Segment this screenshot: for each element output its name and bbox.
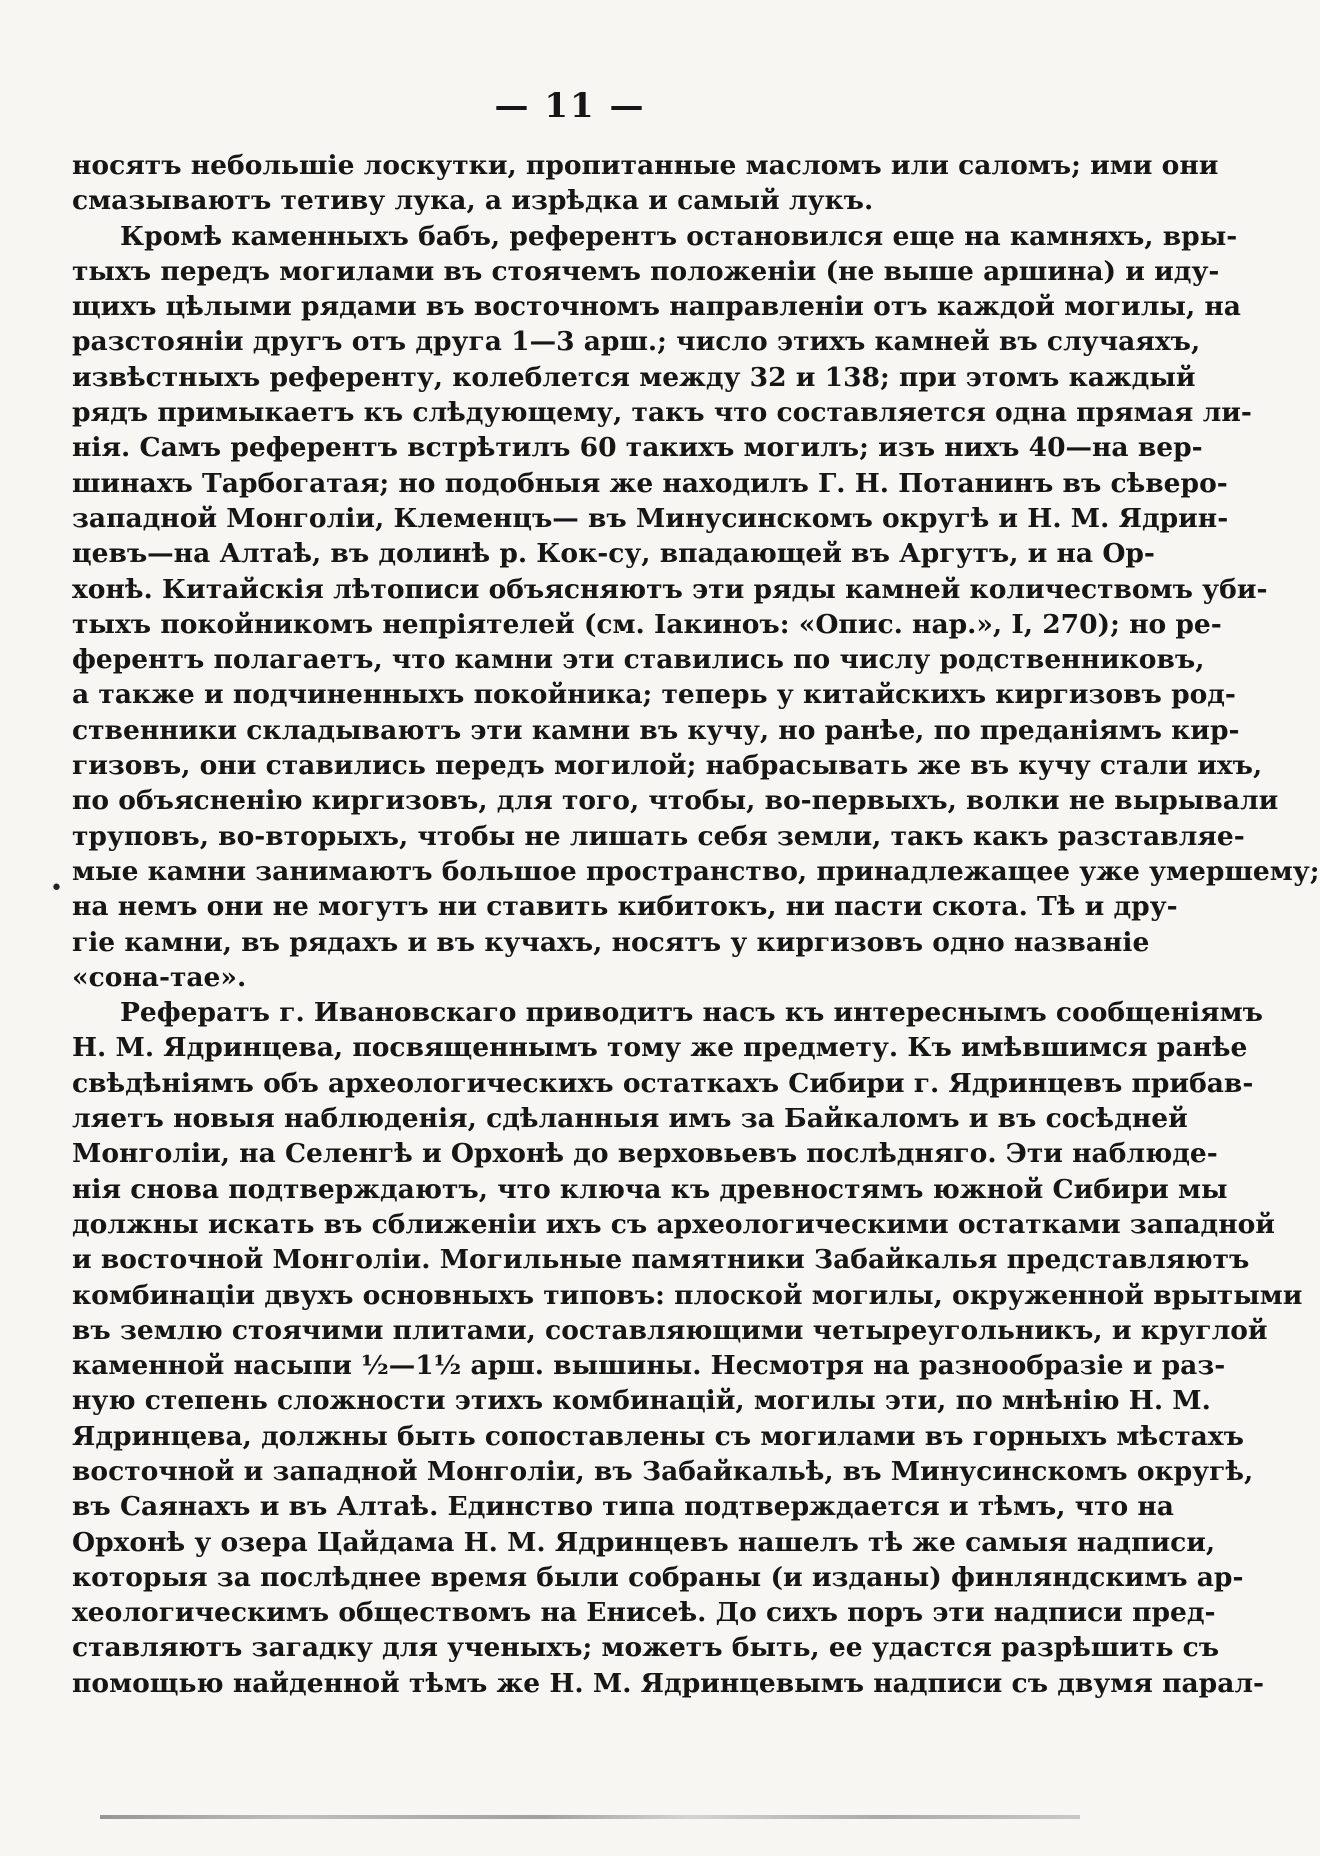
text-line: Н. М. Ядринцева, посвященнымъ тому же предмету. Къ имѣвшимся ранѣе (72, 1032, 1248, 1064)
text-line: а также и подчиненныхъ покойника; теперь у китайскихъ киргизовъ род- (72, 679, 1236, 711)
text-line: ферентъ полагаетъ, что камни эти ставились по числу родственниковъ, (72, 644, 1205, 676)
scan-edge-streak (100, 1815, 1080, 1819)
margin-dot-mark: • (50, 876, 63, 901)
text-line: по объясненію киргизовъ, для того, чтобы, во-первыхъ, волки не вырывали (72, 785, 1279, 817)
text-line: комбинаціи двухъ основныхъ типовъ: плоской могилы, окруженной врытыми (72, 1279, 1303, 1311)
text-line: ляетъ новыя наблюденія, сдѣланныя имъ за Байкаломъ и въ сосѣдней (72, 1103, 1188, 1135)
text-line: нія снова подтверждаютъ, что ключа къ древностямъ южной Сибири мы (72, 1173, 1228, 1205)
text-line: помощью найденной тѣмъ же Н. М. Ядринцевымъ надписи съ двумя парал- (72, 1667, 1265, 1699)
text-line: носятъ небольшіе лоскутки, пропитанные масломъ или саломъ; ими они (72, 150, 1219, 181)
text-line: цевъ—на Алтаѣ, въ долинѣ р. Кок-су, впадающей въ Аргутъ, и на Ор- (72, 538, 1155, 570)
text-line: Орхонѣ у озера Цайдама Н. М. Ядринцевъ нашелъ тѣ же самыя надписи, (72, 1526, 1216, 1558)
page-number: — 11 — (494, 86, 646, 126)
text-line: рядъ примыкаетъ къ слѣдующему, такъ что составляется одна прямая ли- (72, 397, 1252, 429)
text-line: на немъ они не могутъ ни ставить кибитокъ, ни пасти скота. Тѣ и дру- (72, 891, 1178, 923)
text-line: щихъ цѣлыми рядами въ восточномъ направленіи отъ каждой могилы, на (72, 291, 1241, 323)
body-text (72, 148, 1320, 1701)
text-line: хонѣ. Китайскія лѣтописи объясняютъ эти ряды камней количествомъ уби- (72, 573, 1268, 605)
text-line: Кромѣ каменныхъ бабъ, референтъ остановился еще на камняхъ, вры- (120, 220, 1238, 252)
text-line: шинахъ Тарбогатая; но подобныя же находилъ Г. Н. Потанинъ въ сѣверо- (72, 467, 1228, 499)
text-line: извѣстныхъ референту, колеблется между 32 и 138; при этомъ каждый (72, 361, 1196, 393)
text-line: труповъ, во-вторыхъ, чтобы не лишать себя земли, такъ какъ разставляе- (72, 820, 1245, 852)
text-line: въ Саянахъ и въ Алтаѣ. Единство типа подтверждается и тѣмъ, что на (72, 1491, 1174, 1523)
text-line: ставляютъ загадку для ученыхъ; можетъ быть, ее удастся разрѣшить съ (72, 1632, 1220, 1664)
text-line: ную степень сложности этихъ комбинацій, могилы эти, по мнѣнію Н. М. (72, 1385, 1211, 1417)
text-line: и восточной Монголіи. Могильные памятники Забайкалья представляютъ (72, 1244, 1250, 1276)
text-line: западной Монголіи, Клеменцъ— въ Минусинскомъ округѣ и Н. М. Ядрин- (72, 502, 1229, 534)
text-line: тыхъ покойникомъ непріятелей (см. Іакиноъ: «Опис. нар.», I, 270); но ре- (72, 608, 1222, 640)
text-line: въ землю стоячими плитами, составляющими четыреугольникъ, и круглой (72, 1314, 1268, 1346)
text-line: смазываютъ тетиву лука, а изрѣдка и самый лукъ. (72, 185, 874, 217)
text-line: каменной насыпи ½—1½ арш. вышины. Несмотря на разнообразіе и раз- (72, 1350, 1226, 1382)
text-line: Ядринцева, должны быть сопоставлены съ могилами въ горныхъ мѣстахъ (72, 1420, 1244, 1452)
text-line: Рефератъ г. Ивановскаго приводитъ насъ къ интереснымъ сообщеніямъ (120, 997, 1263, 1029)
text-line: которыя за послѣднее время были собраны (и изданы) финляндскимъ ар- (72, 1561, 1244, 1593)
text-line: Монголіи, на Селенгѣ и Орхонѣ до верховьевъ послѣдняго. Эти наблюде- (72, 1138, 1218, 1170)
text-line: «сона-тае». (72, 961, 247, 993)
text-line: хеологическимъ обществомъ на Енисеѣ. До сихъ поръ эти надписи пред- (72, 1597, 1216, 1629)
text-line: восточной и западной Монголіи, въ Забайкальѣ, въ Минусинскомъ округѣ, (72, 1455, 1254, 1487)
text-line: гизовъ, они ставились передъ могилой; набрасывать же въ кучу стали ихъ, (72, 750, 1263, 782)
text-line: мые камни занимаютъ большое пространство, принадлежащее уже умершему; (72, 855, 1320, 887)
text-line: ственники складываютъ эти камни въ кучу, но ранѣе, по преданіямъ кир- (72, 714, 1240, 746)
text-line: нія. Самъ референтъ встрѣтилъ 60 такихъ могилъ; изъ нихъ 40—на вер- (72, 432, 1203, 464)
text-line: должны искать въ сближеніи ихъ съ археологическими остатками западной (72, 1208, 1275, 1240)
text-line: тыхъ передъ могилами въ стоячемъ положеніи (не выше аршина) и иду- (72, 255, 1220, 287)
text-line: гіе камни, въ рядахъ и въ кучахъ, носятъ у киргизовъ одно названіе (72, 926, 1150, 958)
text-line: свѣдѣніямъ объ археологическихъ остаткахъ Сибири г. Ядринцевъ прибав- (72, 1067, 1254, 1099)
text-line: разстояніи другъ отъ друга 1—3 арш.; число этихъ камней въ случаяхъ, (72, 326, 1201, 358)
